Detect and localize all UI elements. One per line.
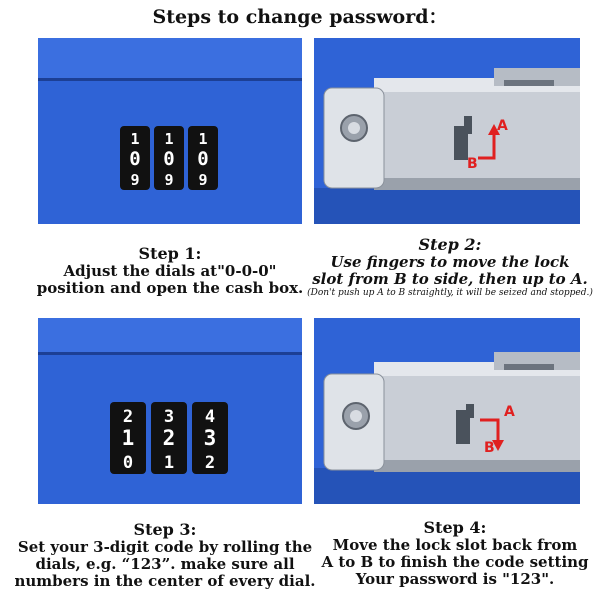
dial-1 xyxy=(110,402,146,474)
step1-illustration xyxy=(38,38,302,224)
dial-1-center-digit: 0 xyxy=(129,148,141,170)
step3-line: numbers in the center of every dial. xyxy=(14,572,316,590)
dial-2 xyxy=(154,126,184,190)
step4-line: Your password is "123". xyxy=(355,570,555,588)
dial-1-center-digit: 1 xyxy=(121,426,135,450)
step3-photo xyxy=(38,318,302,504)
label-b: B xyxy=(467,156,478,172)
dial-1-top-digit: 1 xyxy=(130,130,140,148)
step3-illustration xyxy=(38,318,302,504)
dial-3-top-digit: 4 xyxy=(204,407,216,427)
dial-2-bottom-digit: 1 xyxy=(163,453,175,473)
step3-heading: Step 3: xyxy=(133,520,197,539)
dial-3-top-digit: 1 xyxy=(198,130,208,148)
dial-2 xyxy=(151,402,187,474)
step1-line: Adjust the dials at"0-0-0" xyxy=(63,262,277,280)
step4-caption xyxy=(310,518,600,588)
page-title: Steps to change password： xyxy=(152,6,448,28)
step3-line: Set your 3-digit code by rolling the xyxy=(17,538,313,556)
dial-3-bottom-digit: 2 xyxy=(204,453,216,473)
step2-photo xyxy=(314,38,580,224)
dial-1 xyxy=(120,126,150,190)
step2-note: (Don't push up A to B straightly, it will be seized and stopped.) xyxy=(307,288,593,298)
step3-line: dials, e.g. “123”. make sure all xyxy=(35,555,295,573)
dial-3-center-digit: 0 xyxy=(197,148,209,170)
step2-line: Use fingers to move the lock xyxy=(330,253,570,271)
step4-illustration xyxy=(314,318,580,504)
dial-2-top-digit: 3 xyxy=(163,407,175,427)
dial-2-center-digit: 0 xyxy=(163,148,175,170)
step2-illustration xyxy=(314,38,580,224)
step2-heading: Step 2: xyxy=(418,235,482,254)
step1-line: position and open the cash box. xyxy=(36,279,304,297)
dial-3-center-digit: 3 xyxy=(203,426,217,450)
step4-line: A to B to finish the code setting xyxy=(321,553,589,571)
dial-1-bottom-digit: 0 xyxy=(122,453,134,473)
dial-2-top-digit: 1 xyxy=(164,130,174,148)
step4-line: Move the lock slot back from xyxy=(332,536,578,554)
dial-1-top-digit: 2 xyxy=(122,407,134,427)
label-a: A xyxy=(504,404,515,420)
dial-1-bottom-digit: 9 xyxy=(130,171,140,189)
label-b: B xyxy=(484,440,495,456)
dial-3 xyxy=(192,402,228,474)
step3-caption xyxy=(0,520,330,590)
dial-3-bottom-digit: 9 xyxy=(198,171,208,189)
step4-heading: Step 4: xyxy=(423,518,487,537)
step2-caption xyxy=(300,235,600,299)
step1-heading: Step 1: xyxy=(138,244,202,263)
dial-3 xyxy=(188,126,218,190)
step1-caption xyxy=(20,244,320,297)
step4-photo xyxy=(314,318,580,504)
step1-photo xyxy=(38,38,302,224)
step2-line: slot from B to side, then up to A. xyxy=(312,270,588,288)
dial-2-bottom-digit: 9 xyxy=(164,171,174,189)
label-a: A xyxy=(497,118,508,134)
dial-2-center-digit: 2 xyxy=(162,426,176,450)
